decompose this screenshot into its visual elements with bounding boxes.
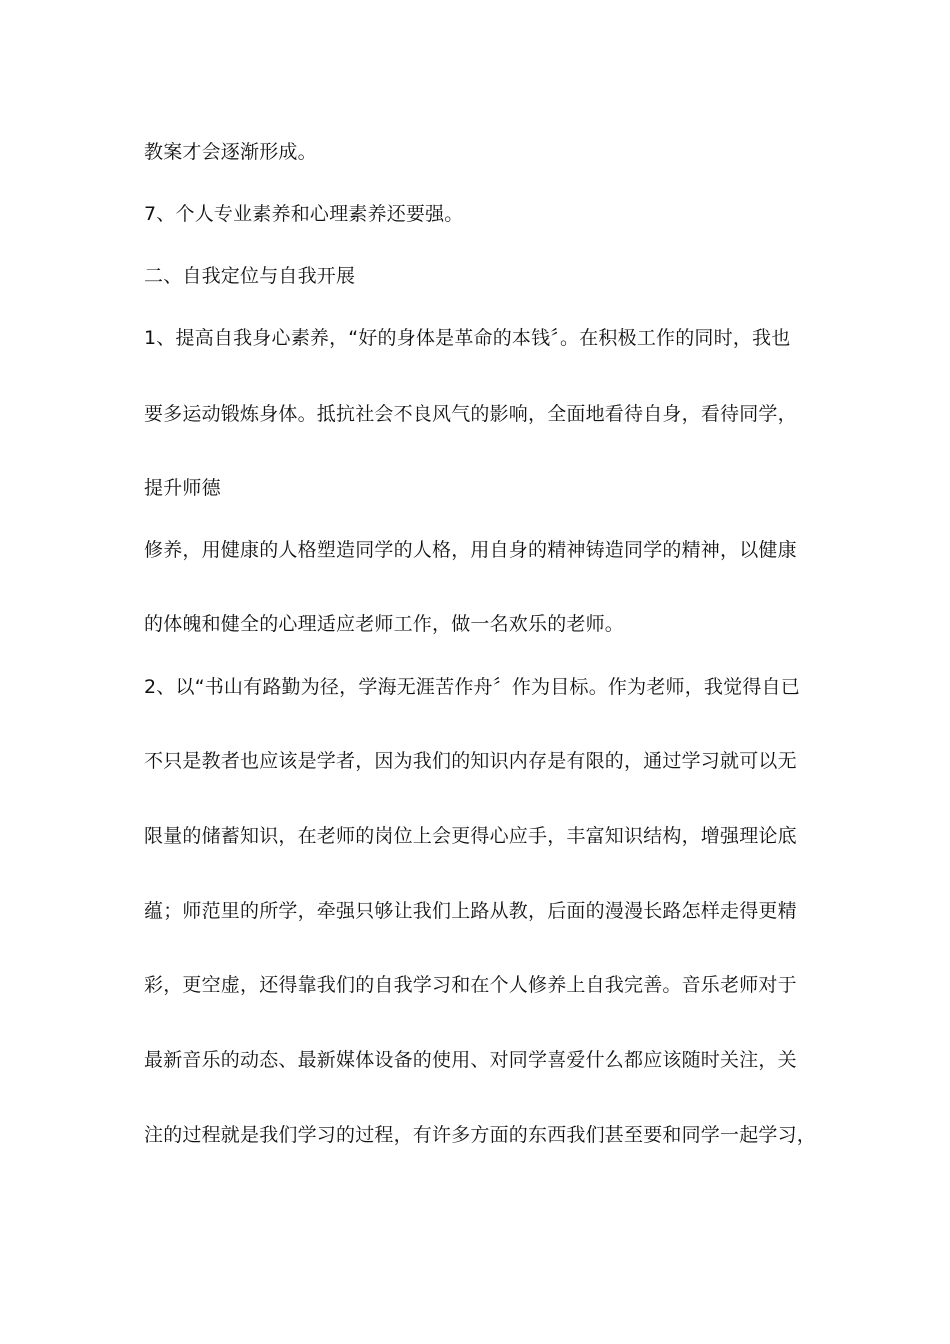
text-line: 修养，用健康的人格塑造同学的人格，用自身的精神铸造同学的精神，以健康 <box>144 539 797 561</box>
text-line: 蕴；师范里的所学，牵强只够让我们上路从教，后面的漫漫长路怎样走得更精 <box>144 900 797 922</box>
text-line: 教案才会逐渐形成。 <box>144 141 317 163</box>
text-line: 2、以“书山有路勤为径，学海无涯苦作舟〞作为目标。作为老师，我觉得自已 <box>144 676 800 698</box>
section-heading: 二、自我定位与自我开展 <box>144 265 356 287</box>
text-line: 7、个人专业素养和心理素养还要强。 <box>144 203 464 225</box>
text-line: 注的过程就是我们学习的过程，有许多方面的东西我们甚至要和同学一起学习， <box>144 1124 817 1146</box>
text-line: 彩，更空虚，还得靠我们的自我学习和在个人修养上自我完善。音乐老师对于 <box>144 974 797 996</box>
text-line: 不只是教者也应该是学者，因为我们的知识内存是有限的，通过学习就可以无 <box>144 750 797 772</box>
text-line: 最新音乐的动态、最新媒体设备的使用、对同学喜爱什么都应该随时关注，关 <box>144 1049 797 1071</box>
text-line: 1、提高自我身心素养，“好的身体是革命的本钱〞。在积极工作的同时，我也 <box>144 327 791 349</box>
text-line: 提升师德 <box>144 477 221 499</box>
text-line: 限量的储蓄知识，在老师的岗位上会更得心应手，丰富知识结构，增强理论底 <box>144 825 797 847</box>
text-line: 要多运动锻炼身体。抵抗社会不良风气的影响，全面地看待自身，看待同学， <box>144 403 797 425</box>
text-line: 的体魄和健全的心理适应老师工作，做一名欢乐的老师。 <box>144 613 625 635</box>
